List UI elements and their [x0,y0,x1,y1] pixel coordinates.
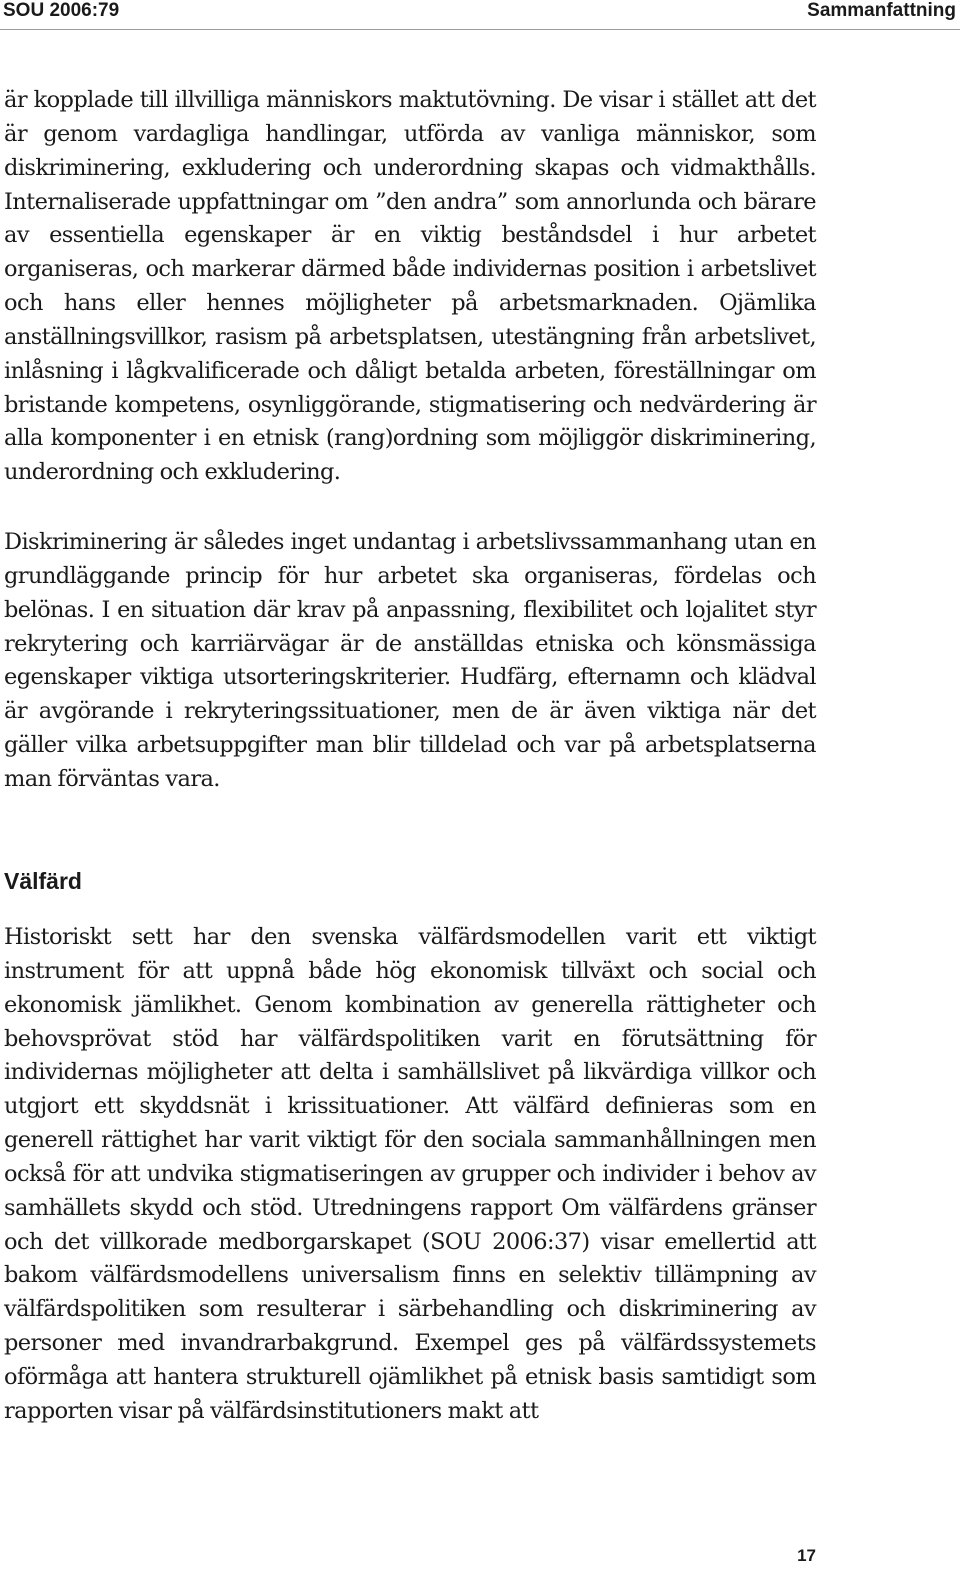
section-title: Sammanfattning [807,0,956,21]
document-id: SOU 2006:79 [3,0,120,21]
body-paragraph-1 [4,84,816,490]
paragraph-text: är kopplade till illvilliga människors maktutövning. De visar i stället att det är genom vardagliga handlingar, utförda av vanliga människor, som diskriminering, exkludering och underordning skapas och vidmakthålls. Internaliserade uppfattningar om ”den andra” som annorlunda och bärare av essentiella egenskaper är en viktig beståndsdel i hur arbetet organiseras, och markerar därmed både individernas position i arbetslivet och hans eller hennes möjligheter på arbetsmarknaden. Ojämlika anställningsvillkor, rasism på arbetsplatsen, utestängning från arbetslivet, inlåsning i lågkvalificerade och dåligt betalda arbeten, föreställningar om bristande kompetens, osynliggörande, stigmatisering och nedvärdering är alla komponenter i en etnisk (rang)ordning som möjliggör diskriminering, underordning och exkludering. [4,87,816,486]
paragraph-text: Historiskt sett har den svenska välfärdsmodellen varit ett viktigt instrument för att uppnå både hög ekonomisk tillväxt och social och ekonomisk jämlikhet. Genom kombination av generella rättigheter och behovsprövat stöd har välfärdspolitiken varit en förutsättning för individernas möjligheter att delta i samhällslivet på likvärdiga villkor och utgjort ett skyddsnät i krissituationer. Att välfärd definieras som en generell rättighet har varit viktigt för den sociala sammanhållningen men också för att undvika stigmatiseringen av grupper och individer i behov av samhällets skydd och stöd. Utredningens rapport Om välfärdens gränser och det villkorade medborgarskapet (SOU 2006:37) visar emellertid att bakom välfärdsmodellens universalism finns en selektiv tillämpning av välfärdspolitiken som resulterar i särbehandling och diskriminering av personer med invandrarbakgrund. Exempel ges på välfärdssystemets oförmåga att hantera strukturell ojämlikhet på etnisk basis samtidigt som rapporten visar på välfärdsinstitutioners makt att [4,924,816,1424]
paragraph-text: Diskriminering är således inget undantag i arbetslivssammanhang utan en grundläggande princip för hur arbetet ska organiseras, fördelas och belönas. I en situation där krav på anpassning, flexibilitet och lojalitet styr rekrytering och karriärvägar är de anställdas etniska och könsmässiga egenskaper viktiga utsorteringskriterier. Hudfärg, efternamn och klädval är avgörande i rekryteringssituationer, men de är även viktiga när det gäller vilka arbetsuppgifter man blir tilldelad och var på arbetsplatserna man förväntas vara. [4,529,816,792]
section-heading: Välfärd [4,868,82,894]
page-number: 17 [797,1546,816,1565]
header-divider [0,29,960,30]
section-paragraph [4,921,816,1429]
page-header [0,0,960,26]
body-paragraph-2 [4,526,816,797]
